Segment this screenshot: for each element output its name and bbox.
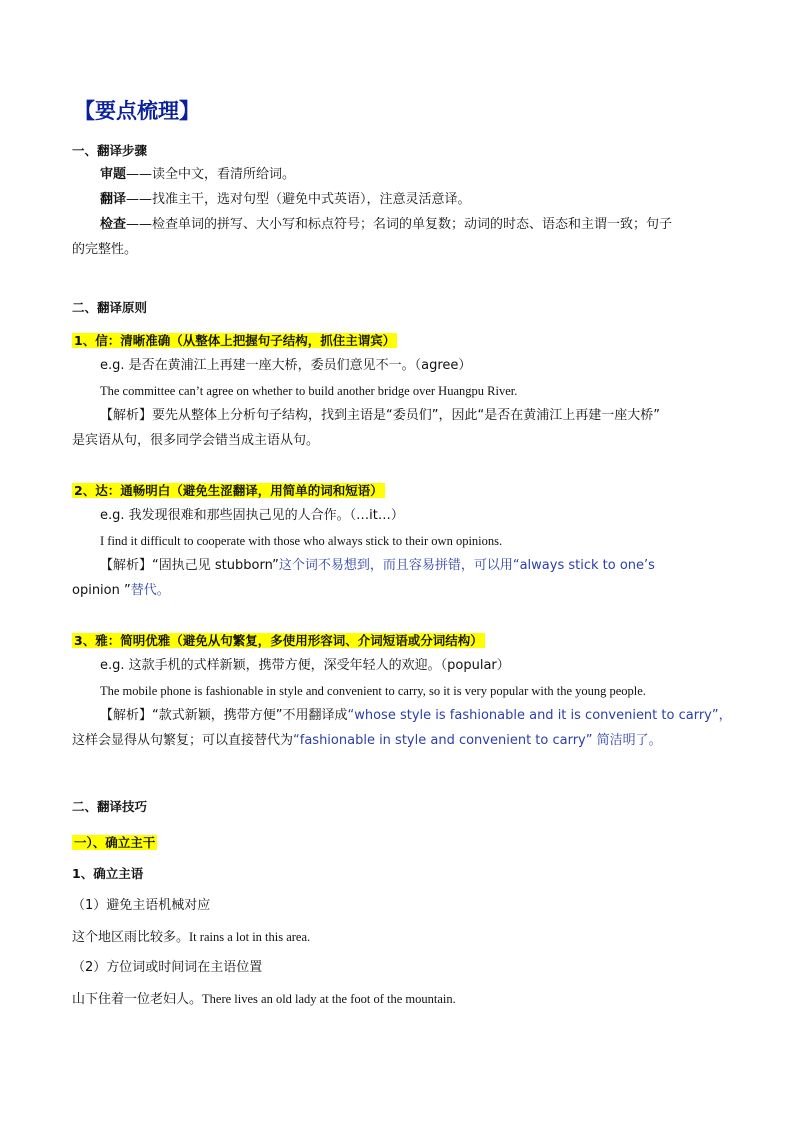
section-heading-techniques: 二、翻译技巧 (72, 799, 148, 814)
subsection-highlight: 一）、确立主干 (74, 835, 156, 850)
principle-3-highlight: 3、雅：简明优雅（避免从句繁复，多使用形容词、介词短语或分词结构） (74, 633, 483, 648)
step-check-key: 检查 (100, 217, 127, 232)
principle-1-heading (72, 332, 397, 351)
analysis-text: opinion ” (72, 583, 131, 598)
principle-1-analysis (100, 407, 660, 425)
principle-3-english: The mobile phone is fashionable in style and convenient to carry, so it is very popular with the young people. (100, 684, 646, 698)
principle-2-analysis-cont (72, 582, 170, 600)
principle-3-example: e.g. 这款手机的式样新颖，携带方便，深受年轻人的欢迎。（popular） (100, 658, 510, 673)
item-1-english: It rains a lot in this area. (189, 930, 311, 944)
principle-1-english: The committee can’t agree on whether to build another bridge over Huangpu River. (100, 384, 518, 398)
principle-3-heading (72, 632, 485, 651)
analysis-tag: 【解析】 (100, 408, 153, 423)
item-2-example (72, 990, 456, 1009)
analysis-text-blue: 这个词不易想到，而且容易拼错，可以用“always stick to one’s (278, 558, 655, 573)
principle-1-highlight: 1、信：清晰准确（从整体上把握句子结构，抓住主谓宾） (74, 333, 396, 348)
step-translate (100, 191, 471, 209)
step-check-continuation: 的完整性。 (72, 242, 138, 257)
item-2-english: There lives an old lady at the foot of the mountain. (202, 992, 456, 1006)
analysis-tag: 【解析】 (100, 558, 153, 573)
step-review-key: 审题 (100, 167, 127, 182)
analysis-text: 要先从整体上分析句子结构，找到主语是“委员们”，因此“是否在黄浦江上再建一座大桥” (152, 408, 660, 423)
analysis-text: “固执己见 stubborn” (152, 558, 279, 573)
item-2-chinese: 山下住着一位老妇人。 (72, 992, 203, 1007)
analysis-text-blue: 替代。 (130, 583, 170, 598)
analysis-text-blue: “fashionable in style and convenient to carry” 简洁明了。 (293, 733, 662, 748)
principle-2-example: e.g. 我发现很难和那些固执己见的人合作。（…it…） (100, 508, 404, 523)
page-title: 【要点梳理】 (74, 99, 200, 123)
item-1-heading: （1）避免主语机械对应 (72, 898, 211, 913)
principle-2-english: I find it difficult to cooperate with those who always stick to their own opinions. (100, 534, 503, 548)
item-2-heading: （2）方位词或时间词在主语位置 (72, 960, 263, 975)
step-translate-key: 翻译 (100, 192, 127, 207)
principle-2-analysis (100, 557, 655, 575)
principle-1-example: e.g. 是否在黄浦江上再建一座大桥，委员们意见不一。（agree） (100, 358, 472, 373)
step-review-text: ——读全中文，看清所给词。 (126, 167, 296, 182)
item-1-chinese: 这个地区雨比较多。 (72, 930, 190, 945)
subsection-subject: 1、确立主语 (72, 866, 144, 881)
subsection-main-structure (72, 834, 157, 853)
principle-3-analysis (100, 707, 732, 725)
section-heading-steps: 一、翻译步骤 (72, 143, 148, 158)
principle-2-highlight: 2、达：通畅明白（避免生涩翻译，用简单的词和短语） (74, 483, 383, 498)
step-translate-text: ——找准主干，选对句型（避免中式英语），注意灵活意译。 (126, 192, 471, 207)
principle-2-heading (72, 482, 385, 501)
principle-1-analysis-cont: 是宾语从句，很多同学会错当成主语从句。 (72, 433, 320, 448)
analysis-text-blue: “whose style is fashionable and it is convenient to carry”， (347, 708, 732, 723)
analysis-text: “款式新颖，携带方便”不用翻译成 (152, 708, 348, 723)
section-heading-principles: 二、翻译原则 (72, 300, 148, 315)
principle-3-analysis-cont (72, 732, 662, 750)
item-1-example (72, 928, 310, 947)
analysis-tag: 【解析】 (100, 708, 153, 723)
step-check-text: ——检查单词的拼写、大小写和标点符号；名词的单复数；动词的时态、语态和主谓一致；句子 (126, 217, 673, 232)
step-review (100, 166, 295, 184)
step-check (100, 216, 672, 234)
analysis-text: 这样会显得从句繁复；可以直接替代为 (72, 733, 294, 748)
